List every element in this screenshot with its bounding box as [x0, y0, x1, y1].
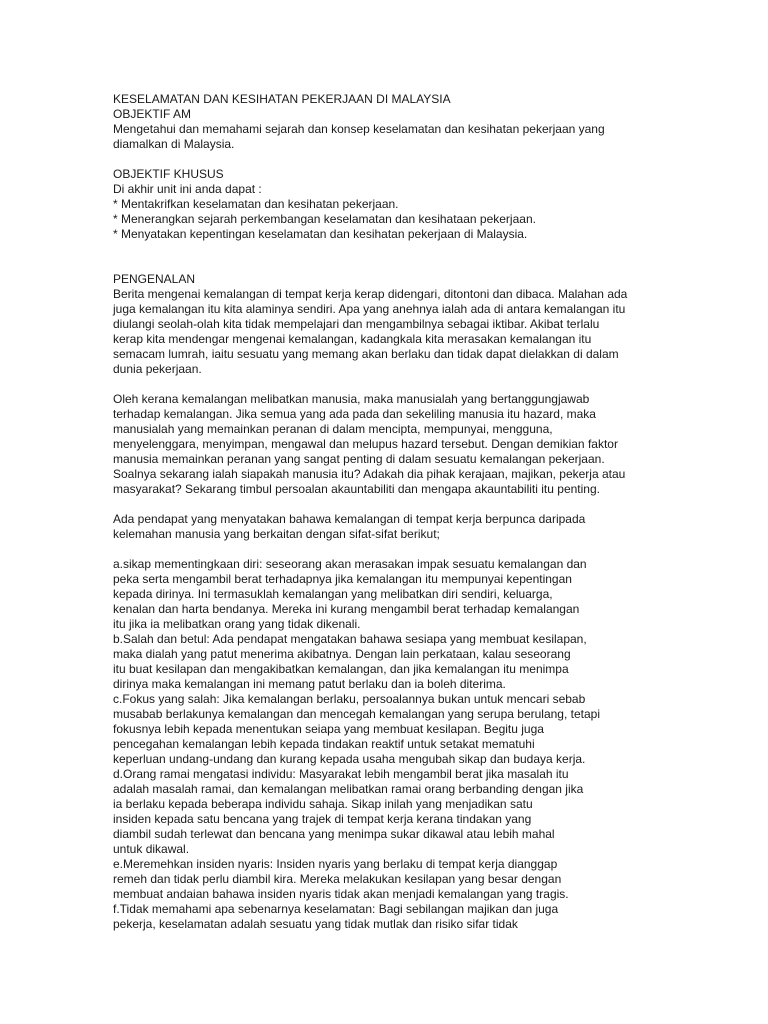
- list-line: pencegahan kemalangan lebih kepada tindakan reaktif untuk setakat mematuhi: [113, 737, 535, 751]
- list-line: a.sikap mementingkaan diri: seseorang akan merasakan impak sesuatu kemalangan dan: [113, 557, 587, 571]
- list-line: kepada dirinya. Ini termasuklah kemalangan yang melibatkan diri sendiri, keluarga,: [113, 587, 553, 601]
- list-line: d.Orang ramai mengatasi individu: Masyarakat lebih mengambil berat jika masalah itu: [113, 767, 569, 781]
- list-line: untuk dikawal.: [113, 842, 190, 856]
- paragraph-line: Ada pendapat yang menyatakan bahawa kemalangan di tempat kerja berpunca daripada: [113, 512, 586, 526]
- list-line: itu jika ia melibatkan orang yang tidak dikenali.: [113, 617, 361, 631]
- paragraph-line: semacam lumrah, iaitu sesuatu yang memang akan berlaku dan tidak dapat dielakkan di dalam: [113, 347, 619, 361]
- list-line: pekerja, keselamatan adalah sesuatu yang tidak mutlak dan risiko sifar tidak: [113, 917, 518, 931]
- list-line: dirinya maka kemalangan ini memang patut berlaku dan ia boleh diterima.: [113, 677, 506, 691]
- pengenalan-heading: PENGENALAN: [113, 272, 196, 286]
- document-title: KESELAMATAN DAN KESIHATAN PEKERJAAN DI MALAYSIA: [113, 92, 451, 106]
- list-line: e.Meremehkan insiden nyaris: Insiden nyaris yang berlaku di tempat kerja dianggap: [113, 857, 558, 871]
- list-line: keperluan undang-undang dan kurang kepada usaha mengubah sikap dan budaya kerja.: [113, 752, 586, 766]
- list-line: c.Fokus yang salah: Jika kemalangan berlaku, persoalannya bukan untuk mencari sebab: [113, 692, 586, 706]
- paragraph-line: Soalnya sekarang ialah siapakah manusia itu? Adakah dia pihak kerajaan, majikan, pekerja atau: [113, 467, 626, 481]
- list-line: b.Salah dan betul: Ada pendapat mengatakan bahawa sesiapa yang membuat kesilapan,: [113, 632, 587, 646]
- list-line: remeh dan tidak perlu diambil kira. Mereka melakukan kesilapan yang besar dengan: [113, 872, 562, 886]
- list-line: kenalan dan harta bendanya. Mereka ini kurang mengambil berat terhadap kemalangan: [113, 602, 580, 616]
- list-line: musabab berlakunya kemalangan dan mencegah kemalangan yang serupa berulang, tetapi: [113, 707, 601, 721]
- paragraph-line: menyelenggara, menyimpan, mengawal dan melupus hazard tersebut. Dengan demikian faktor: [113, 437, 618, 451]
- list-line: adalah masalah ramai, dan kemalangan melibatkan ramai orang berbanding dengan jika: [113, 782, 584, 796]
- list-line: f.Tidak memahami apa sebenarnya keselamatan: Bagi sebilangan majikan dan juga: [113, 902, 559, 916]
- paragraph-line: manusialah yang memainkan peranan di dalam mencipta, mempunyai, mengguna,: [113, 422, 553, 436]
- list-item: * Menyatakan kepentingan keselamatan dan kesihatan pekerjaan di Malaysia.: [113, 227, 528, 241]
- objektif-khusus-heading: OBJEKTIF KHUSUS: [113, 167, 224, 181]
- paragraph-line: Di akhir unit ini anda dapat :: [113, 182, 262, 196]
- list-item: * Menerangkan sejarah perkembangan keselamatan dan kesihataan pekerjaan.: [113, 212, 536, 226]
- paragraph-line: Oleh kerana kemalangan melibatkan manusia, maka manusialah yang bertanggungjawab: [113, 392, 590, 406]
- list-line: maka dialah yang patut menerima akibatnya. Dengan lain perkataan, kalau seseorang: [113, 647, 571, 661]
- paragraph-line: juga kemalangan itu kita alaminya sendiri. Apa yang anehnya ialah ada di antara kemalangan itu: [113, 302, 626, 316]
- paragraph-line: diamalkan di Malaysia.: [113, 137, 235, 151]
- paragraph-line: Berita mengenai kemalangan di tempat kerja kerap didengari, ditontoni dan dibaca. Malahan ada: [113, 287, 628, 301]
- paragraph-line: kerap kita mendengar mengenai kemalangan, kadangkala kita merasakan kemalangan itu: [113, 332, 592, 346]
- list-line: membuat andaian bahawa insiden nyaris tidak akan menjadi kemalangan yang tragis.: [113, 887, 569, 901]
- paragraph-line: Mengetahui dan memahami sejarah dan konsep keselamatan dan kesihatan pekerjaan yang: [113, 122, 605, 136]
- list-item: * Mentakrifkan keselamatan dan kesihatan pekerjaan.: [113, 197, 399, 211]
- paragraph-line: terhadap kemalangan. Jika semua yang ada pada dan sekeliling manusia itu hazard, maka: [113, 407, 596, 421]
- paragraph-line: dunia pekerjaan.: [113, 362, 202, 376]
- list-line: peka serta mengambil berat terhadapnya jika kemalangan itu mempunyai kepentingan: [113, 572, 572, 586]
- list-line: insiden kepada satu bencana yang trajek di tempat kerja kerana tindakan yang: [113, 812, 532, 826]
- paragraph-line: diulangi seolah-olah kita tidak mempelajari dan mengambilnya sebagai iktibar. Akibat terlalu: [113, 317, 600, 331]
- list-line: itu buat kesilapan dan mengakibatkan kemalangan, dan jika kemalangan itu menimpa: [113, 662, 569, 676]
- list-line: diambil sudah terlewat dan bencana yang menimpa sukar dikawal atau lebih mahal: [113, 827, 555, 841]
- objektif-am-heading: OBJEKTIF AM: [113, 107, 192, 121]
- list-line: ia berlaku kepada beberapa individu sahaja. Sikap inilah yang menjadikan satu: [113, 797, 533, 811]
- list-line: fokusnya lebih kepada menentukan seiapa yang membuat kesilapan. Begitu juga: [113, 722, 544, 736]
- paragraph-line: kelemahan manusia yang berkaitan dengan sifat-sifat berikut;: [113, 527, 440, 541]
- paragraph-line: masyarakat? Sekarang timbul persoalan akauntabiliti dan mengapa akauntabiliti itu penting.: [113, 482, 600, 496]
- document-page: [113, 92, 713, 932]
- paragraph-line: manusia memainkan peranan yang sangat penting di dalam sesuatu kemalangan pekerjaan.: [113, 452, 605, 466]
